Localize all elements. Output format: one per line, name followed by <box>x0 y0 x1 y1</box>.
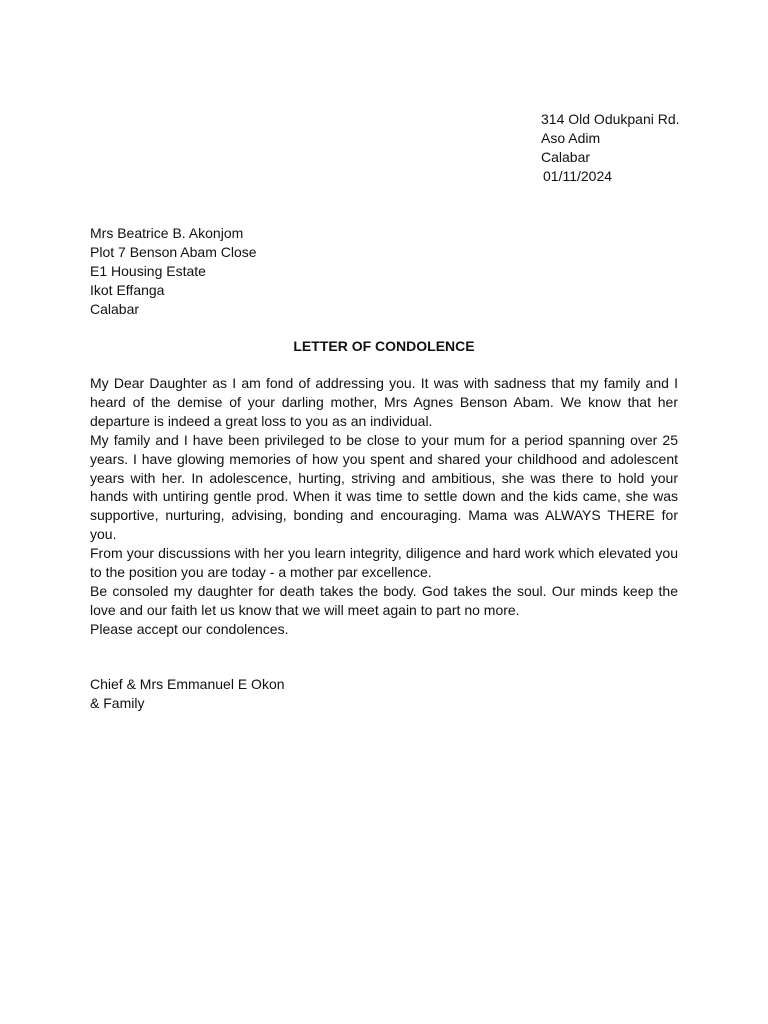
body-paragraph: Please accept our condolences. <box>90 620 289 637</box>
signature-family: & Family <box>90 694 145 711</box>
recipient-address-line-3: Ikot Effanga <box>90 281 165 298</box>
recipient-name: Mrs Beatrice B. Akonjom <box>90 225 244 241</box>
recipient-address-line-2: E1 Housing Estate <box>90 262 206 279</box>
recipient-address <box>90 224 390 319</box>
signature-name: Chief & Mrs Emmanuel E Okon <box>90 676 285 692</box>
body-paragraph: From your discussions with her you learn integrity, diligence and hard work which elevated you to the position you are today - a mother par excellence. <box>90 545 678 581</box>
letter-date: 01/11/2024 <box>543 167 613 184</box>
recipient-address-line-1: Plot 7 Benson Abam Close <box>90 243 257 260</box>
body-paragraph: My family and I have been privileged to be close to your mum for a period spanning over 25 years. I have glowing memories of how you spent and shared your childhood and adolescent years with her. In adolescence, hurting, striving and ambitious, she was there to hold your hands with untiring gentle prod. When it was time to settle down and the kids came, she was supportive, nurturing, advising, bonding and encouraging. Mama was ALWAYS THERE for you. <box>90 431 678 543</box>
recipient-address-line-4: Calabar <box>90 300 140 317</box>
signature-block <box>90 675 490 713</box>
body-paragraph: My Dear Daughter as I am fond of addressing you. It was with sadness that my family and I heard of the demise of your darling mother, Mrs Agnes Benson Abam. We know that her departure is indeed a great loss to you as an individual. <box>90 375 678 429</box>
body-paragraph: Be consoled my daughter for death takes the body. God takes the soul. Our minds keep the love and our faith let us know that we will meet again to part no more. <box>90 582 678 618</box>
letter-body <box>90 374 678 639</box>
sender-address-line-3: Calabar <box>541 148 591 165</box>
sender-address-line-2: Aso Adim <box>541 129 601 146</box>
sender-address-line-1: 314 Old Odukpani Rd. <box>541 111 680 127</box>
sender-address <box>541 110 741 186</box>
letter-title: LETTER OF CONDOLENCE <box>293 338 475 354</box>
